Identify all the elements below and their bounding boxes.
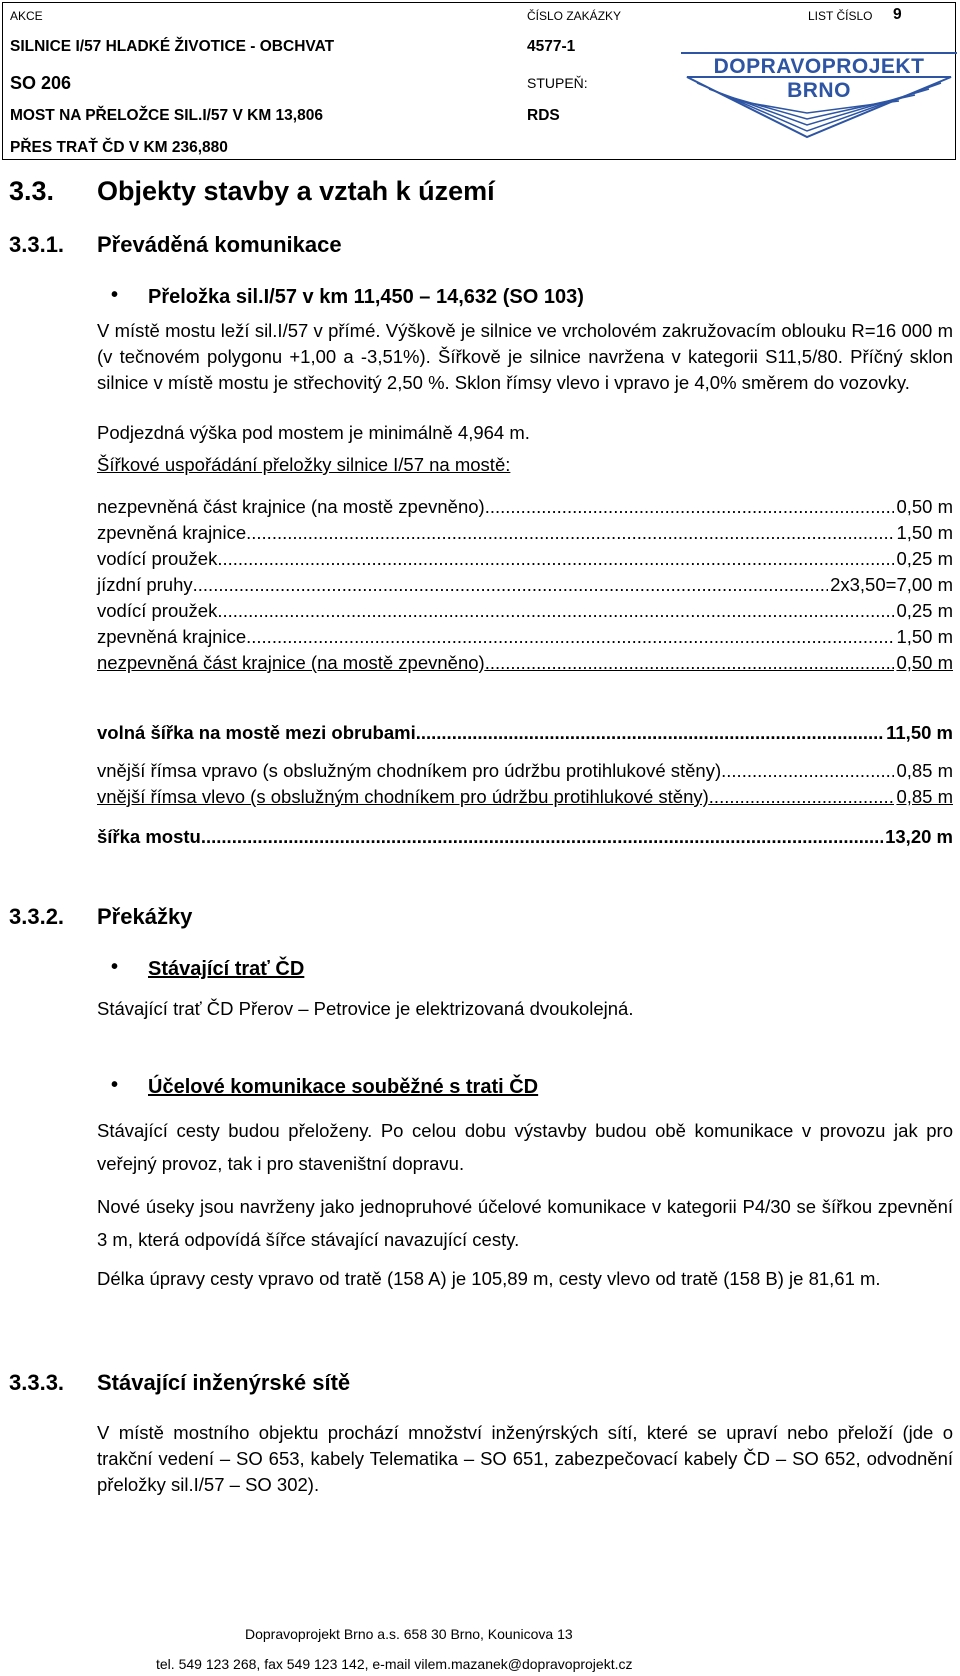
- section-number: 3.3.3.: [9, 1370, 65, 1395]
- sum-item: [97, 720, 953, 746]
- paragraph-block: [97, 1190, 953, 1256]
- width-list: [97, 494, 953, 676]
- project-name: SILNICE I/57 HLADKÉ ŽIVOTICE - OBCHVAT: [10, 38, 335, 55]
- section-number: 3.3.2.: [9, 904, 65, 929]
- list-item: [97, 758, 953, 784]
- list-item: [97, 520, 953, 546]
- object-name-line2: PŘES TRAŤ ČD V KM 236,880: [10, 139, 228, 156]
- paragraph-block: [97, 1420, 953, 1498]
- item-label: vodící proužek: [97, 600, 218, 621]
- paragraph-block: [97, 318, 953, 396]
- section-number: 3.3.: [9, 176, 55, 206]
- sum-row: [97, 720, 953, 746]
- item-value: 2x3,50=7,00 m: [830, 574, 953, 595]
- paragraph-block: [97, 1114, 953, 1180]
- subtitle-block: [97, 452, 953, 478]
- sum-value: 13,20 m: [885, 826, 953, 847]
- paragraph-block: [97, 996, 953, 1022]
- item-label: zpevněná krajnice: [97, 626, 247, 647]
- item-value: 0,85 m: [896, 760, 953, 781]
- list-item: [97, 650, 953, 676]
- sum-item: [97, 824, 953, 850]
- list-item: [97, 598, 953, 624]
- section-title: Objekty stavby a vztah k území: [97, 176, 495, 206]
- akce-label: AKCE: [10, 9, 43, 23]
- section-title: Stávající inženýrské sítě: [97, 1370, 351, 1395]
- section-title: Převáděná komunikace: [97, 232, 342, 257]
- zakazka-number: 4577-1: [527, 38, 576, 55]
- item-value: 0,50 m: [896, 496, 953, 517]
- sum-value: 11,50 m: [886, 722, 953, 743]
- paragraph: Stávající trať ČD Přerov – Petrovice je elektrizovaná dvoukolejná.: [97, 998, 634, 1019]
- item-value: 1,50 m: [896, 522, 953, 543]
- section-number: 3.3.1.: [9, 232, 65, 257]
- paragraph: Délka úpravy cesty vpravo od tratě (158 A) je 105,89 m, cesty vlevo od tratě (158 B) je 81,61 m.: [97, 1268, 881, 1289]
- paragraph-block: [97, 1262, 953, 1295]
- list-cislo-label: LIST ČÍSLO: [808, 9, 873, 23]
- bullet-icon: •: [111, 284, 119, 306]
- footer-address: Dopravoprojekt Brno a.s. 658 30 Brno, Kounicova 13: [245, 1626, 573, 1642]
- bullet-text: Stávající trať ČD: [148, 958, 305, 980]
- sum-label: šířka mostu: [97, 826, 201, 847]
- so-number: SO 206: [10, 73, 72, 93]
- bullet-icon: •: [111, 956, 119, 978]
- stupen-label: STUPEŇ:: [527, 75, 588, 91]
- item-label: nezpevněná část krajnice (na mostě zpevněno): [97, 496, 485, 517]
- item-label: jízdní pruhy: [97, 574, 193, 595]
- subtitle: Šířkové uspořádání přeložky silnice I/57 na mostě:: [97, 454, 511, 475]
- list-item: [97, 546, 953, 572]
- bullet-icon: •: [111, 1074, 119, 1096]
- item-label: nezpevněná část krajnice (na mostě zpevněno): [97, 652, 485, 673]
- bullet-text: Přeložka sil.I/57 v km 11,450 – 14,632 (SO 103): [148, 286, 584, 308]
- paragraph: Podjezdná výška pod mostem je minimálně 4,964 m.: [97, 422, 530, 443]
- section-title: Překážky: [97, 904, 193, 929]
- cislo-zakazky-label: ČÍSLO ZAKÁZKY: [527, 9, 622, 23]
- list-cislo-value: 9: [893, 6, 902, 23]
- list-item: [97, 784, 953, 810]
- list-item: [97, 494, 953, 520]
- document-header: [2, 2, 956, 160]
- item-value: 0,25 m: [896, 600, 953, 621]
- item-value: 0,85 m: [896, 786, 953, 807]
- list-item: [97, 624, 953, 650]
- list-item: [97, 572, 953, 598]
- item-label: vnější římsa vpravo (s obslužným chodníkem pro údržbu protihlukové stěny): [97, 760, 722, 781]
- cornice-list: [97, 758, 953, 810]
- paragraph: Stávající cesty budou přeloženy. Po celou dobu výstavby budou obě komunikace v provozu jak pro veřejný provoz, tak i pro staveništní dopravu.: [97, 1120, 953, 1174]
- paragraph-block: [97, 420, 953, 446]
- paragraph: V místě mostu leží sil.I/57 v přímé. Výškově je silnice ve vrcholovém zakružovacím oblouku R=16 000 m (v tečnovém polygonu +1,00 a -3,51%). Šířkově je silnice navržena v kategorii S11,5/80. Příčný sklon silnice v místě mostu je střechovitý 2,50 %. Sklon římsy vlevo i vpravo je 4,0% směrem do vozovky.: [97, 320, 953, 393]
- company-logo: [679, 43, 959, 139]
- item-label: vodící proužek: [97, 548, 218, 569]
- bullet-text: Účelové komunikace souběžné s trati ČD: [148, 1076, 539, 1098]
- footer-contact: tel. 549 123 268, fax 549 123 142, e-mail vilem.mazanek@dopravoprojekt.cz: [156, 1656, 633, 1672]
- stupen-value: RDS: [527, 107, 560, 124]
- item-label: vnější římsa vlevo (s obslužným chodníkem pro údržbu protihlukové stěny): [97, 786, 709, 807]
- item-value: 1,50 m: [896, 626, 953, 647]
- sum-label: volná šířka na mostě mezi obrubami: [97, 722, 416, 743]
- sum-row: [97, 824, 953, 850]
- paragraph: Nové úseky jsou navrženy jako jednopruhové účelové komunikace v kategorii P4/30 se šířkou zpevnění 3 m, která odpovídá šířce stávající navazující cesty.: [97, 1196, 953, 1250]
- object-name-line1: MOST NA PŘELOŽCE SIL.I/57 V KM 13,806: [10, 107, 323, 124]
- item-label: zpevněná krajnice: [97, 522, 247, 543]
- item-value: 0,50 m: [896, 652, 953, 673]
- item-value: 0,25 m: [896, 548, 953, 569]
- logo-text: DOPRAVOPROJEKT BRNO: [713, 55, 925, 102]
- paragraph: V místě mostního objektu prochází množství inženýrských sítí, které se upraví nebo přeloží (jde o trakční vedení – SO 653, kabely Telematika – SO 651, zabezpečovací kabely ČD – SO 652, odvodnění přeložky sil.I/57 – SO 302).: [97, 1422, 953, 1495]
